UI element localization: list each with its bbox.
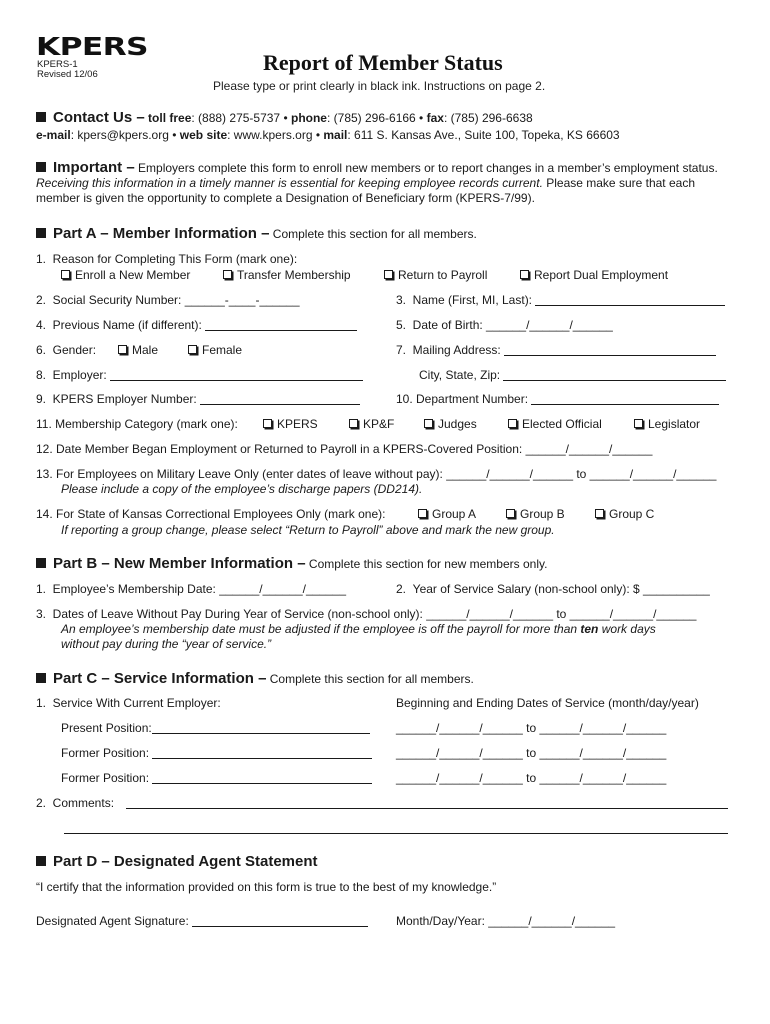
phone-value: : (785) 296-6166 • xyxy=(326,111,427,125)
gender-male-label: Male xyxy=(132,343,159,357)
web-value: : www.kpers.org • xyxy=(227,128,324,142)
checkbox-icon[interactable] xyxy=(424,419,433,428)
checkbox-icon[interactable] xyxy=(188,345,197,354)
part-b-title: Part B – New Member Information – xyxy=(53,555,306,572)
present-position-field[interactable] xyxy=(61,721,370,735)
group-b[interactable] xyxy=(506,507,565,521)
previous-name-field[interactable] xyxy=(36,318,357,332)
checkbox-icon[interactable] xyxy=(223,270,232,279)
category-kpf[interactable] xyxy=(349,417,394,431)
important-text-1: Employers complete this form to enroll new members or to report changes in a member’s employment status. xyxy=(134,161,718,175)
mail-label: mail xyxy=(323,128,348,142)
part-a-heading xyxy=(36,225,477,242)
membership-category-label: 11. Membership Category (mark one): xyxy=(36,417,238,431)
signature-date-field[interactable]: Month/Day/Year: ______/______/______ xyxy=(396,914,616,928)
contact-heading: Contact Us – xyxy=(53,109,145,126)
section-bullet-icon xyxy=(36,228,46,238)
former-position-dates-1[interactable]: ______/______/______ to ______/______/______ xyxy=(396,746,667,760)
membership-adjust-note-2: without pay during the “year of service.” xyxy=(61,637,272,651)
certify-statement: “I certify that the information provided on this form is true to the best of my knowledge.” xyxy=(36,880,497,894)
reason-transfer-label: Transfer Membership xyxy=(237,268,351,282)
important-heading: Important – xyxy=(53,159,135,176)
part-c-title: Part C – Service Information – xyxy=(53,670,267,687)
part-b-note: Complete this section for new members only. xyxy=(305,557,548,571)
former-position-label-2: Former Position: xyxy=(61,771,150,785)
adjust-note-bold: ten xyxy=(580,622,599,636)
section-bullet-icon xyxy=(36,558,46,568)
part-a-title: Part A – Member Information – xyxy=(53,225,270,242)
gender-label: 6. Gender: xyxy=(36,343,97,357)
important-text-2: Receiving this information in a timely manner is essential for keeping employee records current. xyxy=(36,176,543,190)
reason-enroll-label: Enroll a New Member xyxy=(75,268,191,282)
part-d-title: Part D – Designated Agent Statement xyxy=(53,853,318,870)
former-position-field-2[interactable] xyxy=(61,771,372,785)
gender-male[interactable] xyxy=(118,343,158,357)
former-position-field-1[interactable] xyxy=(61,746,372,760)
checkbox-icon[interactable] xyxy=(520,270,529,279)
employer-number-field[interactable] xyxy=(36,392,360,406)
part-c-heading xyxy=(36,670,474,687)
email-label: e-mail xyxy=(36,128,71,142)
present-position-dates[interactable]: ______/______/______ to ______/______/______ xyxy=(396,721,667,735)
reason-dual[interactable] xyxy=(520,268,668,282)
category-elected[interactable] xyxy=(508,417,602,431)
checkbox-icon[interactable] xyxy=(634,419,643,428)
mailing-address-field[interactable] xyxy=(396,343,716,357)
section-bullet-icon xyxy=(36,162,46,172)
category-judges-label: Judges xyxy=(438,417,477,431)
category-kpers-label: KPERS xyxy=(277,417,318,431)
membership-date-field[interactable]: 1. Employee’s Membership Date: ______/______/______ xyxy=(36,582,346,596)
checkbox-icon[interactable] xyxy=(349,419,358,428)
group-c[interactable] xyxy=(595,507,654,521)
category-legislator-label: Legislator xyxy=(648,417,701,431)
department-number-input-line[interactable] xyxy=(531,393,719,405)
comments-line-1[interactable] xyxy=(126,808,728,809)
employer-number-label: 9. KPERS Employer Number: xyxy=(36,392,197,406)
tollfree-label: toll free xyxy=(148,111,192,125)
checkbox-icon[interactable] xyxy=(506,509,515,518)
present-position-label: Present Position: xyxy=(61,721,152,735)
tollfree-value: : (888) 275-5737 • xyxy=(191,111,291,125)
agent-signature-input-line[interactable] xyxy=(192,915,368,927)
agent-signature-label: Designated Agent Signature: xyxy=(36,914,189,928)
group-a[interactable] xyxy=(418,507,476,521)
email-value: : kpers@kpers.org • xyxy=(70,128,180,142)
comments-line-2[interactable] xyxy=(64,833,728,834)
checkbox-icon[interactable] xyxy=(118,345,127,354)
part-a-q1: 1. Reason for Completing This Form (mark one): xyxy=(36,252,298,266)
service-salary-field[interactable]: 2. Year of Service Salary (non-school only): $ __________ xyxy=(396,582,710,596)
web-label: web site xyxy=(179,128,228,142)
dob-field[interactable]: 5. Date of Birth: ______/______/______ xyxy=(396,318,613,332)
checkbox-icon[interactable] xyxy=(263,419,272,428)
checkbox-icon[interactable] xyxy=(595,509,604,518)
former-position-label-1: Former Position: xyxy=(61,746,150,760)
comments-label: 2. Comments: xyxy=(36,796,115,810)
city-state-zip-input-line[interactable] xyxy=(503,369,726,381)
agent-signature-field[interactable] xyxy=(36,914,368,928)
group-a-label: Group A xyxy=(432,507,477,521)
service-current-employer-label: 1. Service With Current Employer: xyxy=(36,696,221,710)
comments-field[interactable] xyxy=(36,796,114,810)
former-position-dates-2[interactable]: ______/______/______ to ______/______/______ xyxy=(396,771,667,785)
section-bullet-icon xyxy=(36,856,46,866)
adjust-note-text: An employee’s membership date must be adjusted if the employee is off the payroll for more than xyxy=(61,622,581,636)
phone-label: phone xyxy=(290,111,327,125)
employer-label: 8. Employer: xyxy=(36,368,107,382)
department-number-label: 10. Department Number: xyxy=(396,392,529,406)
correctional-label: 14. For State of Kansas Correctional Employees Only (mark one): xyxy=(36,507,386,521)
department-number-field[interactable] xyxy=(396,392,719,406)
reason-return-label: Return to Payroll xyxy=(398,268,488,282)
checkbox-icon[interactable] xyxy=(508,419,517,428)
group-change-note: If reporting a group change, please select “Return to Payroll” above and mark the new group. xyxy=(61,523,555,537)
present-position-input-line[interactable] xyxy=(152,722,370,734)
contact-line-1 xyxy=(36,109,533,126)
fax-value: : (785) 296-6638 xyxy=(443,111,533,125)
military-leave-note: Please include a copy of the employee’s discharge papers (DD214). xyxy=(61,482,423,496)
mailing-address-label: 7. Mailing Address: xyxy=(396,343,501,357)
military-leave-field[interactable]: 13. For Employees on Military Leave Only (enter dates of leave without pay): ______/______/______ to ______/______/______ xyxy=(36,467,717,481)
page-subtitle: Please type or print clearly in black ink. Instructions on page 2. xyxy=(213,79,546,93)
checkbox-icon[interactable] xyxy=(384,270,393,279)
leave-dates-field[interactable]: 3. Dates of Leave Without Pay During Year of Service (non-school only): ______/______/______ to ______/______/______ xyxy=(36,607,697,621)
category-kpers[interactable] xyxy=(263,417,318,431)
page-title: Report of Member Status xyxy=(263,50,503,75)
name-field[interactable] xyxy=(396,293,725,307)
category-kpf-label: KP&F xyxy=(363,417,395,431)
important-text-3: Please make sure that each member is given the opportunity to complete a Designation of Beneficiary form (KPERS-7/99). xyxy=(36,176,695,205)
section-bullet-icon xyxy=(36,673,46,683)
reason-return[interactable] xyxy=(384,268,487,282)
mail-value: : 611 S. Kansas Ave., Suite 100, Topeka, KS 66603 xyxy=(347,128,620,142)
gender-female-label: Female xyxy=(202,343,243,357)
checkbox-icon[interactable] xyxy=(61,270,70,279)
previous-name-label: 4. Previous Name (if different): xyxy=(36,318,202,332)
gender-field xyxy=(36,343,96,357)
employer-input-line[interactable] xyxy=(110,369,363,381)
checkbox-icon[interactable] xyxy=(418,509,427,518)
employment-date-field[interactable]: 12. Date Member Began Employment or Returned to Payroll in a KPERS-Covered Position: ______/______/______ xyxy=(36,442,653,456)
membership-adjust-note xyxy=(61,622,656,636)
group-b-label: Group B xyxy=(520,507,565,521)
gender-female[interactable] xyxy=(188,343,242,357)
former-position-input-line-1[interactable] xyxy=(152,747,372,759)
reason-dual-label: Report Dual Employment xyxy=(534,268,669,282)
city-state-zip-field[interactable] xyxy=(419,368,726,382)
previous-name-input-line[interactable] xyxy=(205,319,357,331)
part-c-note: Complete this section for all members. xyxy=(266,672,474,686)
part-d-heading xyxy=(36,853,318,870)
group-c-label: Group C xyxy=(609,507,655,521)
part-b-heading xyxy=(36,555,547,572)
name-input-line[interactable] xyxy=(535,294,725,306)
section-bullet-icon xyxy=(36,112,46,122)
service-dates-header: Beginning and Ending Dates of Service (month/day/year) xyxy=(396,696,699,710)
reason-transfer[interactable] xyxy=(223,268,351,282)
former-position-input-line-2[interactable] xyxy=(152,772,372,784)
city-state-zip-label: City, State, Zip: xyxy=(419,368,501,382)
employer-field[interactable] xyxy=(36,368,363,382)
kpers-logo: KPERS xyxy=(36,32,148,61)
contact-line-2 xyxy=(36,128,620,142)
category-legislator[interactable] xyxy=(634,417,700,431)
reason-enroll[interactable] xyxy=(61,268,190,282)
fax-label: fax xyxy=(426,111,444,125)
adjust-note-text-2: work days xyxy=(598,622,656,636)
important-paragraph xyxy=(36,160,736,206)
name-label: 3. Name (First, MI, Last): xyxy=(396,293,533,307)
part-a-note: Complete this section for all members. xyxy=(269,227,477,241)
category-judges[interactable] xyxy=(424,417,477,431)
employer-number-input-line[interactable] xyxy=(200,393,360,405)
category-elected-label: Elected Official xyxy=(522,417,602,431)
revised-date: Revised 12/06 xyxy=(37,69,98,80)
mailing-address-input-line[interactable] xyxy=(504,344,716,356)
form-id: KPERS-1 xyxy=(37,59,78,70)
ssn-field[interactable]: 2. Social Security Number: ______-____-______ xyxy=(36,293,300,307)
